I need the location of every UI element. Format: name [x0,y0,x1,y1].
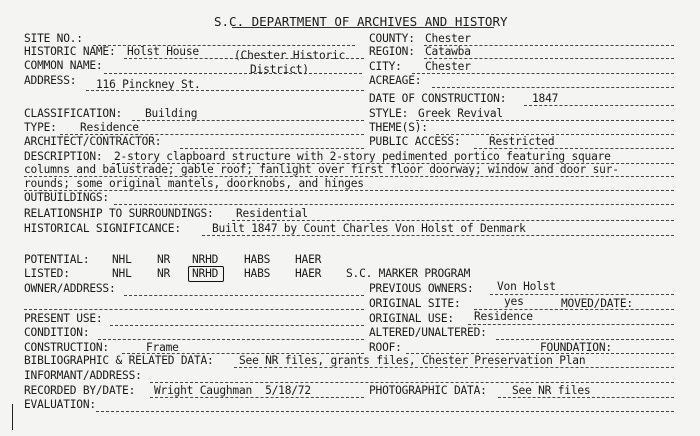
common-name-label: COMMON NAME: [24,59,103,72]
title-underline [232,27,494,28]
historic-name-label: HISTORIC NAME: [24,45,116,58]
listed-label: LISTED: [24,267,70,280]
original-site-value: yes [504,295,524,308]
rule [114,204,674,205]
significance-value: Built 1847 by Count Charles Von Holst of Denmark [212,222,526,235]
district-value-b: District) [250,63,309,76]
date-of-construction-value: 1847 [532,92,559,105]
rule [432,87,674,88]
relationship-value: Residential [236,207,308,220]
recorded-by-value: Wright Caughman 5/18/72 [154,384,311,397]
style-label: STYLE: [369,107,409,120]
roof-label: ROOF: [369,341,402,354]
rule [232,220,674,221]
previous-owners-label: PREVIOUS OWNERS: [369,282,474,295]
rule [150,382,674,383]
classification-value: Building [145,107,198,120]
rule [86,90,364,91]
moved-date-label: MOVED/DATE: [561,297,633,310]
bibliographic-value: See NR files, grants files, Chester Preservation Plan [239,354,586,367]
rule [24,190,674,191]
county-value: Chester [425,32,471,45]
acreage-label: ACREAGE: [369,74,422,87]
foundation-label: FOUNDATION: [540,341,612,354]
rule [498,397,674,398]
rule [474,148,674,149]
rule [202,235,674,236]
bibliographic-label: BIBLIOGRAPHIC & RELATED DATA: [24,354,214,367]
address-value: 116 Pinckney St. [96,78,201,91]
style-value: Greek Revival [418,107,503,120]
outbuildings-label: OUTBUILDINGS: [24,191,109,204]
form-title: S.C. DEPARTMENT OF ARCHIVES AND HISTORY [214,14,508,29]
rule [234,367,674,368]
previous-owners-value: Von Holst [497,280,556,293]
rule [150,397,364,398]
city-label: CITY: [369,60,402,73]
site-no-label: SITE NO.: [24,32,83,45]
listed-nhl: NHL [112,267,132,280]
relationship-label: RELATIONSHIP TO SURROUNDINGS: [24,207,214,220]
photographic-data-value: See NR files [512,384,591,397]
recorded-by-label: RECORDED BY/DATE: [24,384,136,397]
rule [104,73,362,74]
rule [24,309,364,310]
significance-label: HISTORICAL SIGNIFICANCE: [24,222,181,235]
potential-label: POTENTIAL: [24,253,90,266]
county-label: COUNTY: [369,32,415,45]
potential-nrhd: NRHD [192,253,219,266]
description-line-1: 2-story clapboard structure with 2-story pedimented portico featuring square [114,150,611,163]
classification-label: CLASSIFICATION: [24,107,123,120]
present-use-label: PRESENT USE: [24,312,103,325]
rule [524,105,674,106]
construction-value: Frame [146,341,179,354]
public-access-label: PUBLIC ACCESS: [369,135,461,148]
listed-haer: HAER [295,267,322,280]
potential-haer: HAER [295,253,322,266]
owner-address-label: OWNER/ADDRESS: [24,282,116,295]
informant-label: INFORMANT/ADDRESS: [24,369,142,382]
original-site-label: ORIGINAL SITE: [369,297,461,310]
marker-program-label: S.C. MARKER PROGRAM [346,267,471,280]
region-label: REGION: [369,45,415,58]
construction-label: CONSTRUCTION: [24,341,109,354]
condition-label: CONDITION: [24,326,90,339]
rule [110,325,364,326]
listed-nr: NR [157,267,171,280]
evaluation-label: EVALUATION: [24,398,96,411]
city-value: Chester [425,60,471,73]
potential-nhl: NHL [112,253,132,266]
original-use-value: Residence [474,310,533,323]
region-value: Catawba [425,45,471,58]
rule [180,148,364,149]
historic-name-value: Holst House [127,45,199,58]
rule [98,339,364,340]
rule [412,73,674,74]
margin-mark [12,404,13,430]
photographic-data-label: PHOTOGRAPHIC DATA: [369,384,487,397]
rule [132,120,364,121]
public-access-value: Restricted [489,135,555,148]
address-label: ADDRESS: [24,74,77,87]
themes-label: THEME(S): [369,121,428,134]
district-value-a: (Chester Historic [234,49,346,62]
rule [496,339,674,340]
description-line-2: columns and balustrade; gable roof; fanlight over first floor doorway; window and door sur- [24,163,619,176]
potential-habs: HABS [244,253,271,266]
rule [424,58,674,59]
rule [124,58,364,59]
rule [416,120,674,121]
date-of-construction-label: DATE OF CONSTRUCTION: [369,92,507,105]
nrhd-selected-box [188,266,224,282]
rule [468,324,674,325]
listed-habs: HABS [244,267,271,280]
rule [96,411,674,412]
type-value: Residence [80,121,139,134]
original-use-label: ORIGINAL USE: [369,312,454,325]
architect-label: ARCHITECT/CONTRACTOR: [24,135,162,148]
listed-nrhd: NRHD [192,267,219,280]
rule [436,134,674,135]
altered-label: ALTERED/UNALTERED: [369,326,487,339]
potential-nr: NR [157,253,171,266]
rule [124,295,364,296]
description-label: DESCRIPTION: [24,150,103,163]
type-label: TYPE: [24,121,57,134]
description-line-3: rounds; some original mantels, doorknobs, and hinges [24,177,364,190]
